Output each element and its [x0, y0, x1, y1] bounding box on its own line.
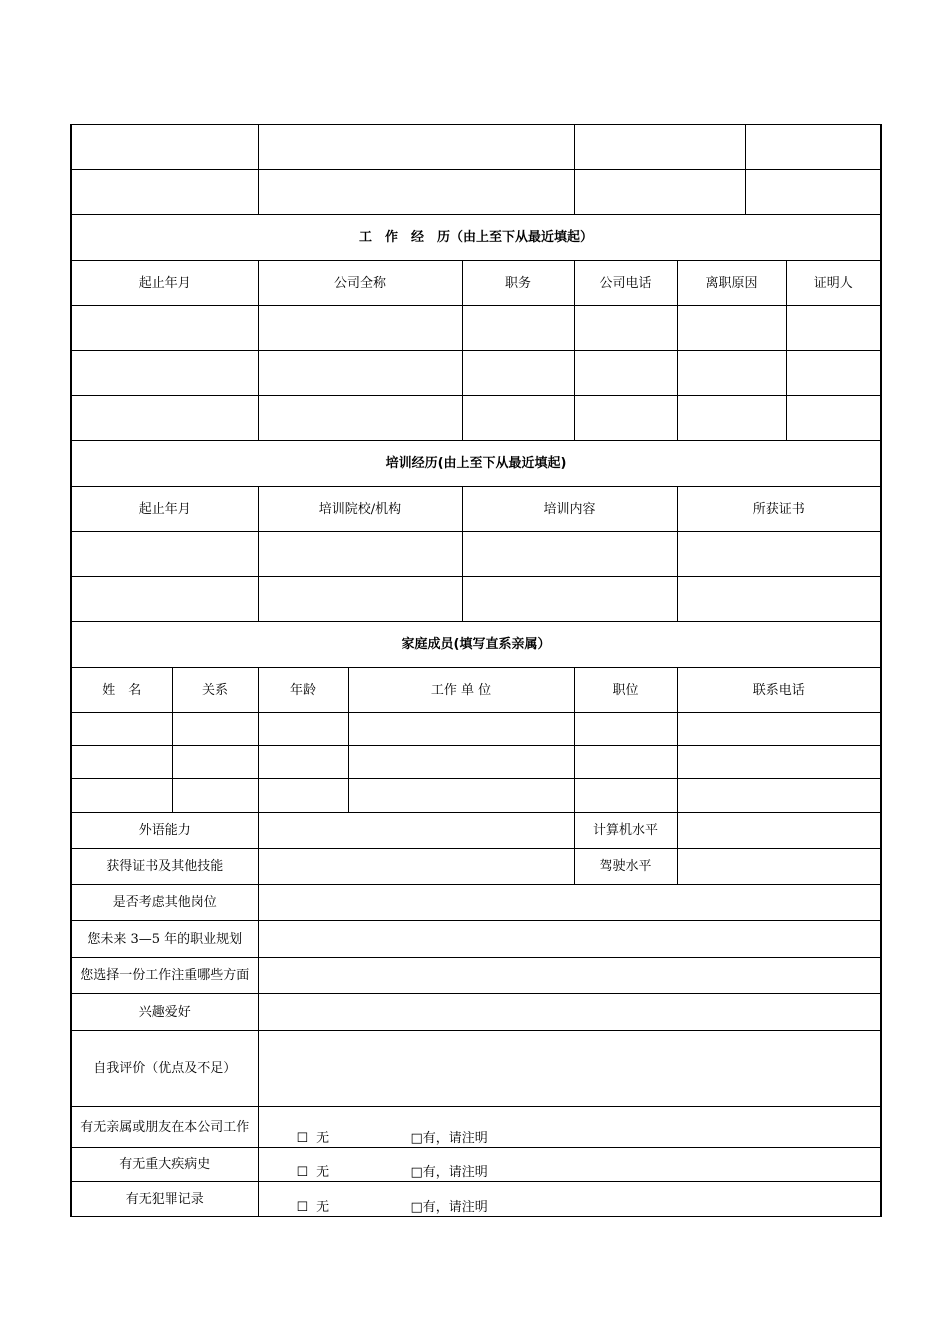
hobbies-field[interactable]: [258, 994, 881, 1031]
family-row: [71, 779, 881, 813]
input-cell[interactable]: [172, 779, 258, 813]
input-cell[interactable]: [677, 306, 786, 351]
input-cell[interactable]: [462, 396, 574, 441]
header-employer: 工作 单 位: [348, 668, 574, 713]
training-title-row: [71, 441, 881, 487]
illness-options: [258, 1148, 881, 1182]
question-row: [71, 885, 881, 921]
blank-cell[interactable]: [258, 125, 574, 170]
input-cell[interactable]: [786, 306, 881, 351]
header-position: 职务: [462, 261, 574, 306]
work-history-title: 工 作 经 历（由上至下从最近填起）: [71, 215, 881, 261]
career-plan-field[interactable]: [258, 921, 881, 958]
question-row: [71, 958, 881, 994]
driving-level-label: 驾驶水平: [574, 849, 677, 885]
training-row: [71, 532, 881, 577]
blank-cell[interactable]: [71, 170, 258, 215]
family-row: [71, 713, 881, 746]
header-certificate: 所获证书: [677, 487, 881, 532]
work-history-header-row: [71, 261, 881, 306]
input-cell[interactable]: [574, 306, 677, 351]
training-title: 培训经历(由上至下从最近填起): [71, 441, 881, 487]
family-header-row: [71, 668, 881, 713]
input-cell[interactable]: [258, 351, 462, 396]
yes-option[interactable]: □有，请注明: [410, 1131, 488, 1146]
application-form: [70, 124, 880, 1217]
yes-no-row: [71, 1148, 881, 1182]
input-cell[interactable]: [677, 532, 881, 577]
input-cell[interactable]: [71, 532, 258, 577]
input-cell[interactable]: [786, 351, 881, 396]
none-option[interactable]: [297, 1131, 411, 1146]
checkbox-icon[interactable]: ☐: [296, 1200, 309, 1215]
computer-level-label: 计算机水平: [574, 813, 677, 849]
input-cell[interactable]: [258, 779, 348, 813]
other-positions-field[interactable]: [258, 885, 881, 921]
computer-level-field[interactable]: [677, 813, 881, 849]
relatives-label: 有无亲属或朋友在本公司工作: [71, 1107, 258, 1148]
input-cell[interactable]: [258, 396, 462, 441]
none-option[interactable]: [297, 1200, 411, 1215]
checkbox-icon[interactable]: ☐: [296, 1165, 309, 1180]
header-name: 姓 名: [71, 668, 172, 713]
training-header-row: [71, 487, 881, 532]
question-row: [71, 921, 881, 958]
header-period: 起止年月: [71, 487, 258, 532]
self-evaluation-field[interactable]: [258, 1031, 881, 1107]
skills-row: [71, 813, 881, 849]
certificates-field[interactable]: [258, 849, 574, 885]
yes-no-row: [71, 1182, 881, 1217]
input-cell[interactable]: [71, 306, 258, 351]
input-cell[interactable]: [574, 351, 677, 396]
header-age: 年龄: [258, 668, 348, 713]
yes-no-row: [71, 1107, 881, 1148]
input-cell[interactable]: [258, 713, 348, 746]
blank-cell[interactable]: [574, 170, 745, 215]
driving-level-field[interactable]: [677, 849, 881, 885]
continuation-row: [71, 125, 881, 170]
foreign-language-field[interactable]: [258, 813, 574, 849]
input-cell[interactable]: [71, 713, 172, 746]
yes-option[interactable]: □有，请注明: [410, 1165, 488, 1180]
input-cell[interactable]: [574, 779, 677, 813]
certificates-label: 获得证书及其他技能: [71, 849, 258, 885]
header-company-phone: 公司电话: [574, 261, 677, 306]
input-cell[interactable]: [172, 713, 258, 746]
skills-row: [71, 849, 881, 885]
relatives-options: [258, 1107, 881, 1148]
criminal-options: [258, 1182, 881, 1217]
input-cell[interactable]: [258, 577, 462, 622]
work-history-row: [71, 306, 881, 351]
family-title: 家庭成员(填写直系亲属）: [71, 622, 881, 668]
input-cell[interactable]: [172, 746, 258, 779]
input-cell[interactable]: [677, 713, 881, 746]
input-cell[interactable]: [462, 577, 677, 622]
foreign-language-label: 外语能力: [71, 813, 258, 849]
career-plan-label: 您未来 3—5 年的职业规划: [71, 921, 258, 958]
checkbox-icon[interactable]: ☐: [296, 1131, 309, 1146]
blank-cell[interactable]: [745, 170, 881, 215]
input-cell[interactable]: [786, 396, 881, 441]
continuation-row: [71, 170, 881, 215]
blank-cell[interactable]: [71, 125, 258, 170]
input-cell[interactable]: [677, 577, 881, 622]
family-row: [71, 746, 881, 779]
criminal-label: 有无犯罪记录: [71, 1182, 258, 1217]
input-cell[interactable]: [462, 306, 574, 351]
blank-cell[interactable]: [745, 125, 881, 170]
work-history-row: [71, 351, 881, 396]
none-option[interactable]: [297, 1165, 411, 1180]
input-cell[interactable]: [677, 396, 786, 441]
input-cell[interactable]: [574, 746, 677, 779]
header-job-title: 职位: [574, 668, 677, 713]
other-positions-label: 是否考虑其他岗位: [71, 885, 258, 921]
header-company: 公司全称: [258, 261, 462, 306]
header-institution: 培训院校/机构: [258, 487, 462, 532]
input-cell[interactable]: [348, 746, 574, 779]
input-cell[interactable]: [574, 713, 677, 746]
input-cell[interactable]: [258, 306, 462, 351]
family-title-row: [71, 622, 881, 668]
self-evaluation-label: 自我评价（优点及不足）: [71, 1031, 258, 1107]
work-history-row: [71, 396, 881, 441]
blank-cell[interactable]: [574, 125, 745, 170]
form-table: [70, 124, 882, 1217]
job-focus-label: 您选择一份工作注重哪些方面: [71, 958, 258, 994]
question-row: [71, 994, 881, 1031]
input-cell[interactable]: [462, 532, 677, 577]
header-period: 起止年月: [71, 261, 258, 306]
input-cell[interactable]: [71, 779, 172, 813]
question-row: [71, 1031, 881, 1107]
hobbies-label: 兴趣爱好: [71, 994, 258, 1031]
input-cell[interactable]: [71, 746, 172, 779]
header-reference: 证明人: [786, 261, 881, 306]
training-row: [71, 577, 881, 622]
header-leave-reason: 离职原因: [677, 261, 786, 306]
input-cell[interactable]: [677, 351, 786, 396]
header-training-content: 培训内容: [462, 487, 677, 532]
input-cell[interactable]: [71, 351, 258, 396]
input-cell[interactable]: [348, 713, 574, 746]
blank-cell[interactable]: [258, 170, 574, 215]
header-contact-phone: 联系电话: [677, 668, 881, 713]
none-label: 无: [316, 1131, 330, 1146]
input-cell[interactable]: [258, 532, 462, 577]
input-cell[interactable]: [677, 746, 881, 779]
input-cell[interactable]: [71, 577, 258, 622]
none-label: 无: [316, 1200, 330, 1215]
input-cell[interactable]: [677, 779, 881, 813]
input-cell[interactable]: [348, 779, 574, 813]
input-cell[interactable]: [71, 396, 258, 441]
work-history-title-row: [71, 215, 881, 261]
input-cell[interactable]: [258, 746, 348, 779]
job-focus-field[interactable]: [258, 958, 881, 994]
input-cell[interactable]: [462, 351, 574, 396]
input-cell[interactable]: [574, 396, 677, 441]
yes-option[interactable]: □有，请注明: [410, 1200, 488, 1215]
header-relation: 关系: [172, 668, 258, 713]
none-label: 无: [316, 1165, 330, 1180]
illness-label: 有无重大疾病史: [71, 1148, 258, 1182]
